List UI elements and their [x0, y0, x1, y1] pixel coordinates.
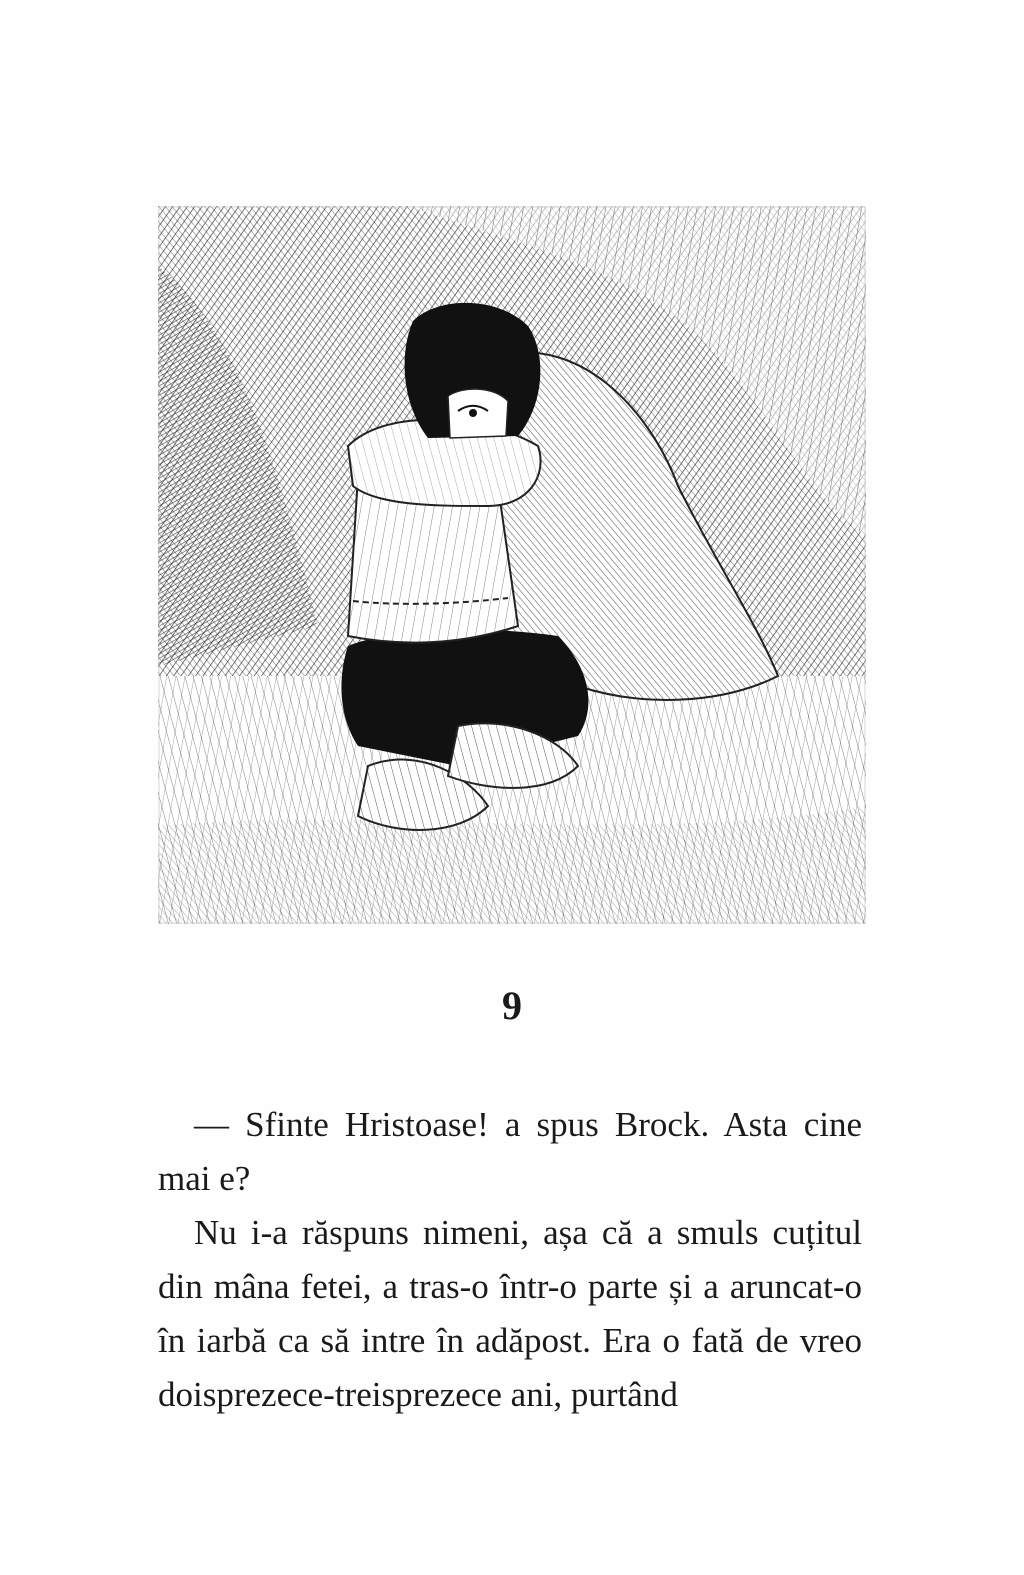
chapter-illustration: [158, 206, 866, 924]
chapter-number: 9: [502, 983, 522, 1028]
girl-crouching-illustration: [158, 206, 866, 924]
paragraph-1: — Sfinte Hristoase! a spus Brock. Asta cine mai e?: [158, 1105, 862, 1198]
paragraph-2: Nu i-a răspuns nimeni, așa că a smuls cuțitul din mâna fetei, a tras-o într-o parte și a aruncat-o în iarbă ca să intre în adăpost. Era o fată de vreo doisprezece-treisprezece ani, purtând: [158, 1213, 862, 1414]
chapter-body-text: [158, 1098, 862, 1422]
